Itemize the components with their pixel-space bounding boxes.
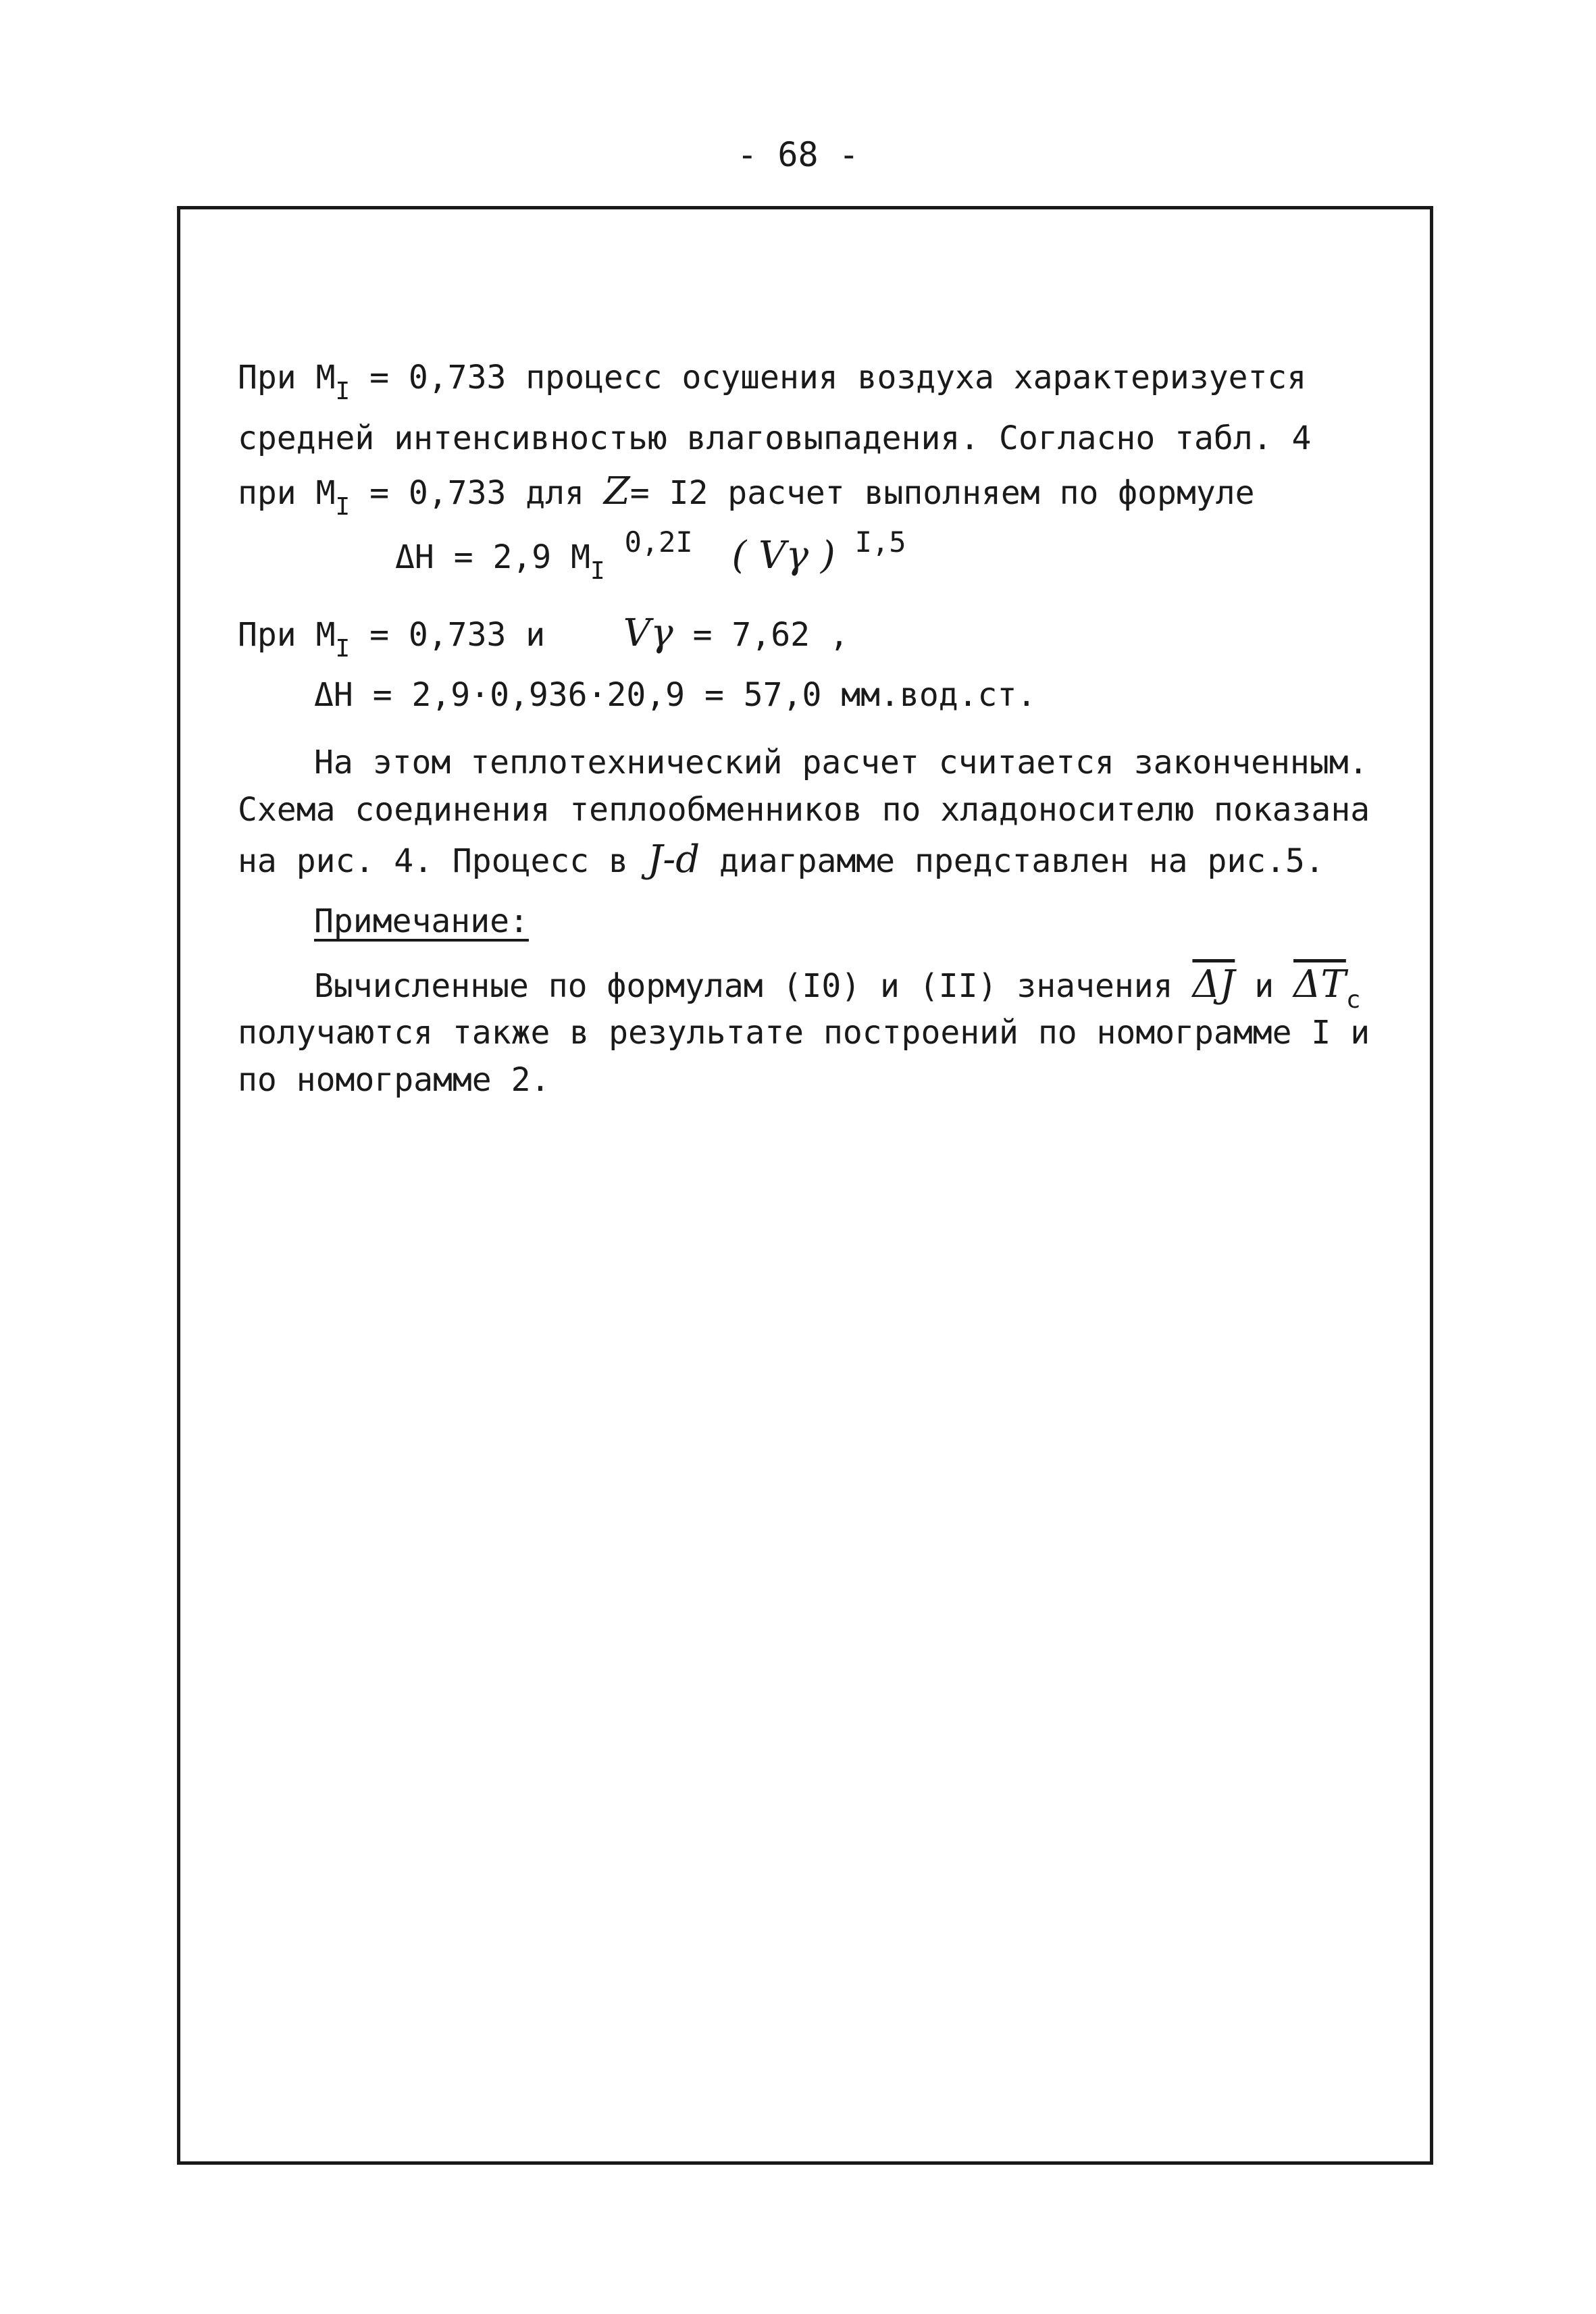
z-symbol: Z xyxy=(603,469,630,513)
page-number: - 68 - xyxy=(737,135,859,174)
text-line-3: при $М_I = 0,733$ для Z= I2 расчет выполняем по формуле xyxy=(238,469,1255,521)
formula-delta-h: ΔH = 2,9 $М_I$ 0,2I ( Vγ ) I,5 xyxy=(395,525,906,585)
paragraph-2-line-3: на рис. 4. Процесс в J-d диаграмме представлен на рис.5. xyxy=(238,838,1324,881)
note-title: Примечание: xyxy=(314,902,529,940)
formula-result: ΔH = 2,9·0,936·20,9 = 57,0 мм.вод.ст. xyxy=(314,676,1037,714)
paragraph-3-line-1: Вычисленные по формулам (I0) и (II) значения $\overline{\Delta J}$ и $\overline{\Delta T}_c$ xyxy=(314,962,1361,1014)
text-line-2: средней интенсивностью влаговыпадения. Согласно табл. 4 xyxy=(238,419,1312,457)
jd-symbol: J-d xyxy=(647,838,700,881)
text-line-1: При $М_I = 0,733$ процесс осушения воздуха характеризуется xyxy=(238,359,1307,405)
paragraph-3-line-2: получаются также в результате построений по номограмме I и xyxy=(238,1014,1370,1052)
text-line-5: При $М_I = 0,733$ и Vγ = 7,62 , xyxy=(238,611,849,663)
paragraph-3-line-3: по номограмме 2. xyxy=(238,1061,550,1099)
paragraph-2-line-1: На этом теплотехнический расчет считается законченным. xyxy=(314,744,1368,781)
paragraph-2-line-2: Схема соединения теплообменников по хладоносителю показана xyxy=(238,791,1370,829)
